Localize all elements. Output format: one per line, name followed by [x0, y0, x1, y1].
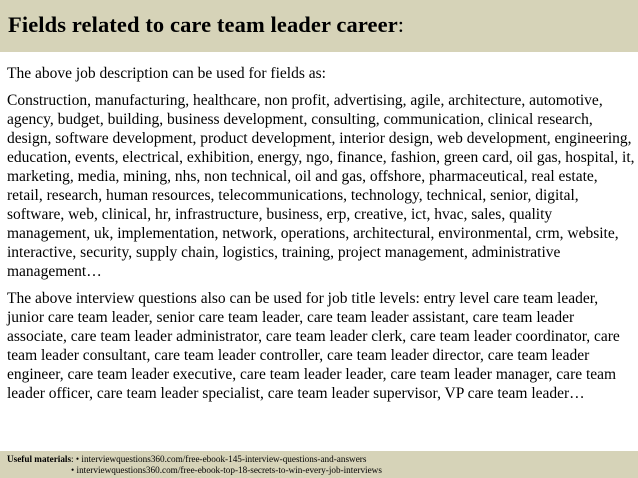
footer-row-2 [7, 465, 638, 476]
footer-label: Useful materials [7, 454, 72, 464]
main-content [7, 64, 635, 411]
intro-text: The above job description can be used for fields as: [7, 65, 326, 82]
fields-paragraph: Construction, manufacturing, healthcare, non profit, advertising, agile, architecture, automotive, agency, budget, building, business development, consulting, communication, clinical research, design, software development, product development, interior design, web development, engineering, education, events, electrical, exhibition, energy, ngo, finance, fashion, green card, oil gas, hospital, it, marketing, media, mining, nhs, non technical, oil and gas, offshore, pharmaceutical, real estate, retail, research, human resources, telecommunications, technology, technical, senior, digital, software, web, clinical, hr, infrastructure, business, erp, creative, ict, hvac, sales, quality management, uk, implementation, network, operations, architectural, environmental, crm, website, interactive, security, supply chain, logistics, training, project management, administrative management… [7, 92, 635, 280]
job-levels-paragraph: The above interview questions also can be used for job title levels: entry level care team leader, junior care team leader, senior care team leader, care team leader assistant, care team leader associate, care team leader administrator, care team leader clerk, care team leader coordinator, care team leader consultant, care team leader controller, care team leader director, care team leader engineer, care team leader executive, care team leader leader, care team leader manager, care team leader officer, care team leader specialist, care team leader supervisor, VP care team leader… [7, 290, 620, 402]
footer-row-1 [7, 454, 638, 465]
footer-link-1[interactable]: • interviewquestions360.com/free-ebook-145-interview-questions-and-answers [75, 454, 367, 464]
footer-bar [0, 451, 638, 478]
title-bar [0, 0, 638, 52]
footer-label-colon: : [71, 454, 74, 464]
footer-link-2[interactable]: • interviewquestions360.com/free-ebook-top-18-secrets-to-win-every-job-interviews [71, 465, 382, 475]
page-title-colon: : [397, 12, 405, 37]
page-title [8, 12, 638, 38]
page-title-text: Fields related to care team leader career [8, 12, 398, 37]
